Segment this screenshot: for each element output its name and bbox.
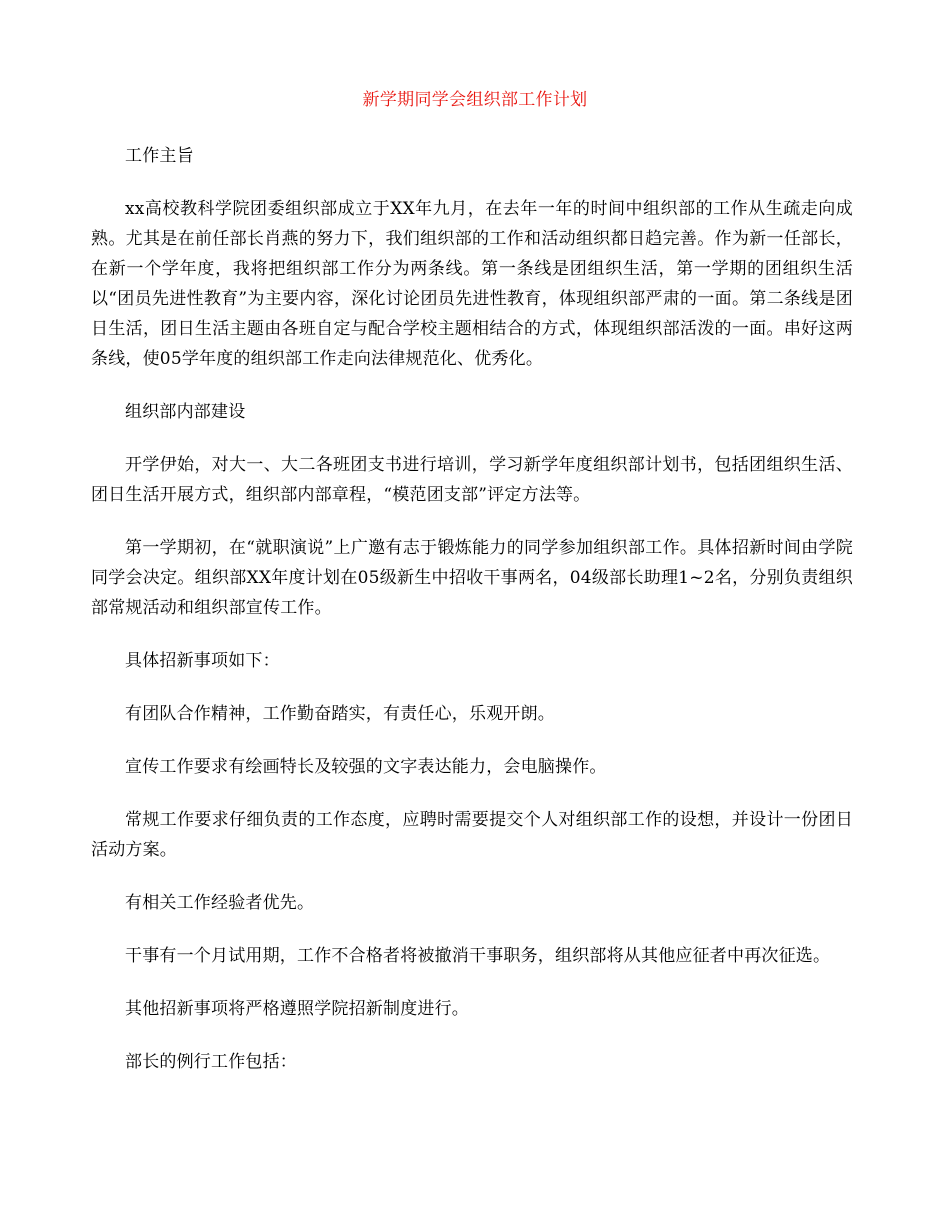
paragraph-intro: xx高校教科学院团委组织部成立于XX年九月，在去年一年的时间中组织部的工作从生疏走向成熟。尤其是在前任部长肖燕的努力下，我们组织部的工作和活动组织都日趋完善。作为新一任部长，在新一个学年度，我将把组织部工作分为两条线。第一条线是团组织生活，第一学期的团组织生活以“团员先进性教育”为主要内容，深化讨论团员先进性教育，体现组织部严肃的一面。第二条线是团日生活，团日生活主题由各班自定与配合学校主题相结合的方式，体现组织部活泼的一面。串好这两条线，使05学年度的组织部工作走向法律规范化、优秀化。 <box>91 199 853 369</box>
section-heading-work-purpose: 工作主旨 <box>125 146 194 166</box>
section-heading-internal-building: 组织部内部建设 <box>125 402 246 422</box>
paragraph-teamwork: 有团队合作精神，工作勤奋踏实，有责任心，乐观开朗。 <box>125 704 555 724</box>
paragraph-routine-work: 常规工作要求仔细负责的工作态度，应聘时需要提交个人对组织部工作的设想，并设计一份团日活动方案。 <box>91 810 853 860</box>
paragraph-recruitment: 第一学期初，在“就职演说”上广邀有志于锻炼能力的同学参加组织部工作。具体招新时间由学院同学会决定。组织部XX年度计划在05级新生中招收干事两名，04级部长助理1~2名，分别负责组织部常规活动和组织部宣传工作。 <box>91 538 853 618</box>
paragraph-probation: 干事有一个月试用期，工作不合格者将被撤消干事职务，组织部将从其他应征者中再次征选。 <box>125 946 831 966</box>
paragraph-publicity: 宣传工作要求有绘画特长及较强的文字表达能力，会电脑操作。 <box>125 757 607 777</box>
paragraph-minister-duties: 部长的例行工作包括： <box>125 1052 297 1072</box>
document-body <box>91 141 853 1100</box>
paragraph-recruitment-items-intro: 具体招新事项如下： <box>125 651 280 671</box>
paragraph-experience: 有相关工作经验者优先。 <box>125 893 315 913</box>
document-title: 新学期同学会组织部工作计划 <box>362 90 588 110</box>
paragraph-training: 开学伊始，对大一、大二各班团支书进行培训，学习新学年度组织部计划书，包括团组织生活、团日生活开展方式，组织部内部章程，“模范团支部”评定方法等。 <box>91 455 853 505</box>
paragraph-other-rules: 其他招新事项将严格遵照学院招新制度进行。 <box>125 999 469 1019</box>
